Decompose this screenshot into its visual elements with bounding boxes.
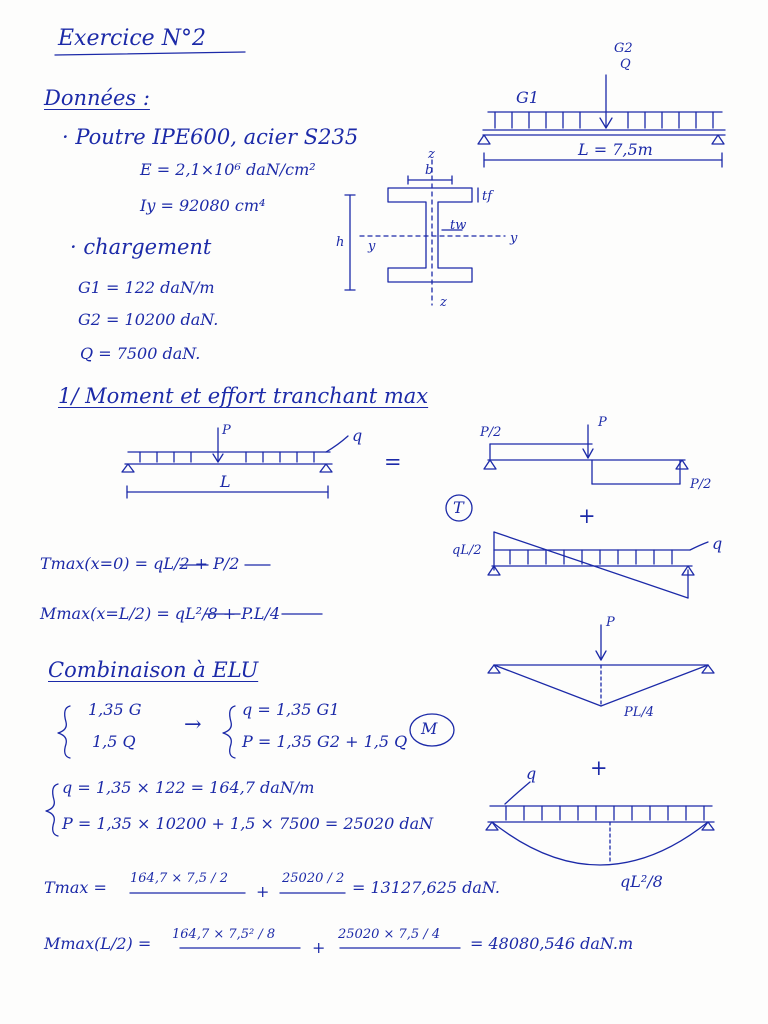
equals-sign: = (384, 450, 402, 474)
shear-p-label: P (598, 415, 607, 430)
shear-diagram-distributed (488, 532, 708, 598)
tmax-term2: 25020 / 2 (282, 871, 345, 886)
section1-heading: 1/ Moment et effort tranchant max (58, 384, 429, 408)
span-label: L = 7,5m (578, 140, 653, 159)
mmax-lhs: Mmax(L/2) = (44, 934, 152, 953)
reaction-right-label: P/2 (690, 477, 712, 492)
brace-left (58, 706, 70, 758)
tmax-term1: 164,7 × 7,5 / 2 (130, 871, 228, 886)
g1-value: G1 = 122 daN/m (78, 278, 215, 297)
combo-q: 1,5 Q (92, 732, 136, 751)
g2-load-label: G2 (614, 41, 633, 56)
plus-sign-2: + (590, 756, 608, 780)
section-b: b (425, 163, 434, 178)
q-value: Q = 7500 daN. (80, 344, 201, 363)
beam-span-label: L (220, 472, 231, 491)
shear-q-label: q (712, 534, 723, 553)
section-z-bottom: z (440, 295, 447, 310)
section-z-top: z (428, 147, 435, 162)
tmax-result: = 13127,625 daN. (352, 878, 500, 897)
moment-circle-label: M (421, 719, 438, 738)
beam-description: · Poutre IPE600, acier S235 (62, 125, 359, 149)
mmax-term1: 164,7 × 7,5² / 8 (172, 927, 276, 942)
beam-q-label: q (352, 426, 363, 445)
q-computation: q = 1,35 × 122 = 164,7 daN/m (62, 778, 315, 797)
brace-right (223, 706, 235, 758)
mmax-formula: Mmax(x=L/2) = qL²/8 + P.L/4 (40, 604, 281, 623)
section-y-left: y (368, 239, 376, 254)
plus-sign-1: + (578, 504, 596, 528)
q-load-label: Q (620, 57, 631, 72)
g1-load-label: G1 (516, 88, 539, 107)
pl4-label: PL/4 (624, 705, 655, 720)
mmax-result: = 48080,546 daN.m (470, 934, 634, 953)
shear-circle-label: T (453, 498, 464, 517)
ql2-8-label: qL²/8 (620, 872, 663, 891)
g2-value: G2 = 10200 daN. (78, 310, 219, 329)
tmax-plus: + (256, 882, 270, 901)
young-modulus: E = 2,1×10⁶ daN/cm² (140, 160, 316, 179)
combo-heading: Combinaison à ELU (48, 658, 259, 682)
shear-diagram-point-load (484, 425, 688, 484)
data-heading: Données : (44, 86, 150, 110)
reaction-left-label: P/2 (480, 425, 502, 440)
beam-p-label: P (222, 423, 231, 438)
tmax-formula: Tmax(x=0) = qL/2 + P/2 (40, 554, 240, 573)
moment-diagram-distributed (486, 782, 714, 865)
tmax-lhs: Tmax = (44, 878, 107, 897)
loading-heading: · chargement (70, 235, 212, 259)
combo-g: 1,35 G (88, 700, 142, 719)
i-section-drawing (345, 160, 505, 305)
inertia-iy: Iy = 92080 cm⁴ (140, 196, 266, 215)
ql-half-label: qL/2 (452, 543, 482, 558)
combo-p-result: P = 1,35 G2 + 1,5 Q (242, 732, 408, 751)
moment-p-label: P (606, 615, 615, 630)
section-h: h (336, 235, 345, 250)
combo-arrow: → (184, 712, 202, 736)
mmax-term2: 25020 × 7,5 / 4 (338, 927, 441, 942)
section-tw: tw (450, 218, 467, 233)
moment-q-label: q (526, 764, 537, 783)
p-computation: P = 1,35 × 10200 + 1,5 × 7500 = 25020 daN (62, 814, 434, 833)
mmax-plus: + (312, 938, 326, 957)
section-tf: tf (482, 189, 493, 204)
combo-q-result: q = 1,35 G1 (242, 700, 340, 719)
section-y-right: y (510, 231, 518, 246)
moment-diagram-point-load (488, 625, 714, 706)
title-underline (55, 52, 245, 55)
page-title: Exercice N°2 (58, 26, 206, 51)
brace-results (46, 784, 58, 836)
simply-supported-beam (122, 428, 348, 498)
